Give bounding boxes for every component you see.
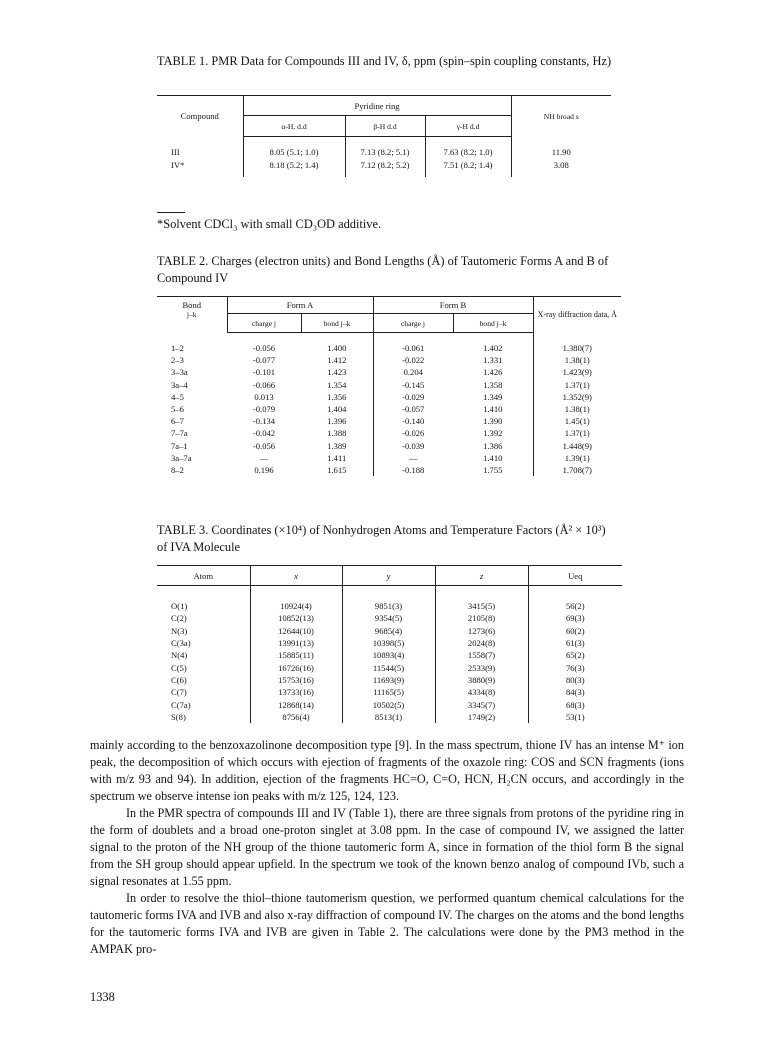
table2-cell-chargeA: 0.013 (254, 391, 274, 402)
table1-cell-compound: III (171, 146, 180, 157)
table2-header-chargeB: charge j (373, 314, 453, 333)
table-row (157, 354, 621, 366)
table2-cell-chargeB: -0.029 (402, 391, 425, 402)
table2-cell-xray: 1.38(1) (564, 355, 590, 366)
table2-cell-chargeB: -0.188 (402, 464, 425, 475)
table2-caption: TABLE 2. Charges (electron units) and Bond Lengths (Å) of Tautomeric Forms A and B of Compound IV (157, 254, 609, 285)
table3-cell-z: 3345(7) (435, 698, 528, 710)
table3-cell-x: 15753(16) (250, 674, 342, 686)
table2-cell-chargeA: -0.056 (252, 343, 276, 354)
table2-cell-chargeB: -0.140 (402, 416, 425, 427)
table2-cell-chargeA: -0.056 (252, 440, 276, 451)
table3-cell-ueq: 61(3) (565, 638, 585, 649)
table3-cell-z: 1558(7) (435, 649, 528, 661)
table1-footnote: *Solvent CDCl₃ with small CD₃OD additive. (157, 217, 382, 231)
table-row (157, 612, 622, 624)
table3-cell-y: 11544(5) (342, 661, 435, 673)
table-row (157, 661, 622, 673)
table3-cell-z: 2533(9) (435, 661, 528, 673)
table2-cell-xray: 1.448(9) (562, 440, 592, 451)
table2-cell-bondA: 1.356 (301, 391, 373, 403)
table3-cell-atom: C(3a) (157, 637, 250, 649)
table3-cell-x: 12644(10) (250, 625, 342, 637)
table3-cell-atom: O(1) (157, 600, 250, 612)
table-row (157, 379, 621, 391)
table1-cell-beta: 7.13 (8.2; 5.1) (345, 145, 425, 158)
table1-cell-alpha: 8.05 (5.1; 1.0) (243, 145, 345, 158)
table1-cell-nh: 3.08 (511, 158, 611, 171)
table-row (157, 366, 621, 378)
table-row (157, 674, 622, 686)
table3-cell-z: 3415(5) (435, 600, 528, 612)
table2-cell-bondB: 1.358 (453, 379, 533, 391)
table2-cell-bondB: 1.755 (453, 464, 533, 476)
table2-cell-bondA: 1.354 (301, 379, 373, 391)
table3-cell-ueq: 80(3) (565, 674, 585, 685)
table2-cell-chargeB: -0.022 (402, 355, 425, 366)
table3-cell-ueq: 65(2) (565, 650, 585, 661)
table-row (157, 427, 621, 439)
table2-cell-bondA: 1.411 (301, 452, 373, 464)
table2-header-xray: X-ray diffraction data, Å (537, 310, 617, 320)
table3-cell-z: 1749(2) (435, 711, 528, 723)
table2-cell-xray: 1.380(7) (562, 343, 592, 354)
table2-cell-bond: 7–7a (171, 428, 188, 439)
table3-header-x: x (250, 566, 342, 586)
table1-cell-compound: IV* (171, 159, 185, 170)
table2-header-bondA: bond j–k (301, 314, 373, 333)
table2-cell-xray: 1.39(1) (564, 452, 590, 463)
table3-cell-atom: S(8) (157, 711, 250, 723)
table3-cell-z: 2105(8) (435, 612, 528, 624)
table-row (157, 158, 611, 171)
table-row (157, 698, 622, 710)
table-row (157, 145, 611, 158)
table2-cell-bondA: 1.423 (301, 366, 373, 378)
table1-header-gamma: γ-H d.d (425, 116, 511, 137)
table2-header-chargeA: charge j (227, 314, 301, 333)
table-row (157, 600, 622, 612)
table2-cell-xray: 1.37(1) (564, 428, 590, 439)
table2-cell-bond: 6–7 (171, 416, 184, 427)
table3-header-ueq: Ueq (528, 566, 622, 586)
table2-cell-chargeA: -0.101 (252, 367, 276, 378)
table2-cell-bondB: 1.410 (453, 403, 533, 415)
table1-cell-gamma: 7.51 (8.2; 1.4) (425, 158, 511, 171)
table2-cell-chargeB: -0.057 (402, 404, 425, 415)
table3-cell-ueq: 69(3) (565, 613, 585, 624)
table1-header-nh: NH broad s (543, 111, 579, 121)
table3-cell-y: 9851(3) (342, 600, 435, 612)
table2-cell-bond: 8–2 (171, 464, 184, 475)
table2-cell-chargeA: 0.196 (254, 464, 274, 475)
table1-cell-nh: 11.90 (511, 145, 611, 158)
table-row (157, 649, 622, 661)
table3-cell-y: 10502(5) (342, 698, 435, 710)
table2-cell-chargeA: — (259, 452, 269, 463)
table-row (157, 452, 621, 464)
table3-cell-atom: C(7a) (157, 698, 250, 710)
table3-cell-y: 10398(5) (342, 637, 435, 649)
table-row (157, 342, 621, 354)
table2-header-formB: Form B (373, 297, 533, 314)
table2-header-bond-label: Bond (182, 300, 202, 310)
table2-cell-bondB: 1.402 (453, 342, 533, 354)
table2-cell-bondA: 1.400 (301, 342, 373, 354)
table2-cell-xray: 1.708(7) (562, 464, 592, 475)
table2-header-bondB: bond j–k (453, 314, 533, 333)
table2-cell-chargeA: -0.077 (252, 355, 276, 366)
table2-cell-bond: 2–3 (171, 355, 184, 366)
table3-cell-atom: N(3) (157, 625, 250, 637)
table2-cell-chargeB: -0.026 (402, 428, 425, 439)
table3-cell-x: 16726(16) (250, 661, 342, 673)
table3-header-atom: Atom (157, 566, 250, 586)
table2-cell-bondA: 1.615 (301, 464, 373, 476)
table2-cell-chargeB: -0.039 (402, 440, 425, 451)
table3-cell-y: 11693(9) (342, 674, 435, 686)
body-paragraph-2: In the PMR spectra of compounds III and IV (Table 1), there are three signals from protons of the pyridine ring in the form of doublets and a broad one-proton singlet at 3.08 ppm. In the case of compound IV, we assigned the latter signal to the proton of the NH group of the thione tautomeric form A, since in formation of the thiol form B the signal from the SH group should appear upfield. In the spectrum we took of the known benzo analog of compound IVb, such a signal resonates at 1.55 ppm. (90, 806, 684, 888)
table3-cell-y: 11165(5) (342, 686, 435, 698)
table-row (157, 391, 621, 403)
table-row (157, 625, 622, 637)
table-row (157, 403, 621, 415)
table2-cell-chargeA: -0.134 (252, 416, 276, 427)
table3-cell-y: 8513(1) (342, 711, 435, 723)
table1 (157, 95, 611, 177)
table-row (157, 711, 622, 723)
table1-cell-alpha: 8.18 (5.2; 1.4) (243, 158, 345, 171)
table2-cell-chargeB: -0.061 (402, 343, 425, 354)
table1-cell-beta: 7.12 (8.2; 5.2) (345, 158, 425, 171)
table3-cell-atom: C(2) (157, 612, 250, 624)
table3-cell-atom: C(5) (157, 661, 250, 673)
table3-cell-x: 12868(14) (250, 698, 342, 710)
table2-cell-xray: 1.38(1) (564, 404, 590, 415)
table3-cell-ueq: 56(2) (565, 601, 585, 612)
table1-header-alpha: α-H, d.d (243, 116, 345, 137)
table2-cell-chargeB: 0.204 (403, 367, 423, 378)
table3-cell-x: 10924(4) (250, 600, 342, 612)
table2-cell-bondA: 1.388 (301, 427, 373, 439)
table2-cell-xray: 1.423(9) (562, 367, 592, 378)
table-row (157, 464, 621, 476)
table3-cell-atom: N(4) (157, 649, 250, 661)
table2-cell-chargeB: -0.145 (402, 379, 425, 390)
table3-cell-x: 13733(16) (250, 686, 342, 698)
body-paragraph-1: mainly according to the benzoxazolinone decomposition type [9]. In the mass spectrum, thione IV has an intense M⁺ ion peak, the decomposition of which occurs with ejection of fragments of the oxazole ring: COS and SCN fragments (ions with m/z 93 and 94). In addition, ejection of the fragments HC=O, C=O, HCN, H₂CN occurs, and accordingly in the spectrum we observe intense ion peaks with m/z 125, 124, 123. (90, 738, 684, 803)
table1-header-pyridine: Pyridine ring (243, 96, 511, 116)
page-number: 1338 (90, 990, 115, 1004)
table3-cell-x: 10852(13) (250, 612, 342, 624)
table3-cell-y: 9354(5) (342, 612, 435, 624)
table3-cell-ueq: 84(3) (565, 687, 585, 698)
table-row (157, 440, 621, 452)
table2-cell-bondB: 1.392 (453, 427, 533, 439)
table2-cell-xray: 1.37(1) (564, 379, 590, 390)
table3-cell-x: 13991(13) (250, 637, 342, 649)
table3-cell-z: 2024(8) (435, 637, 528, 649)
table2-cell-bondB: 1.426 (453, 366, 533, 378)
table3-cell-x: 8756(4) (250, 711, 342, 723)
table3-cell-x: 15885(11) (250, 649, 342, 661)
table2-cell-bond: 3a–4 (171, 379, 188, 390)
table3 (157, 565, 622, 723)
table2-header-bond-sub: j–k (186, 310, 197, 319)
table2-header-formA: Form A (227, 297, 373, 314)
table2-header-bond (157, 297, 227, 333)
table3-cell-ueq: 76(3) (565, 662, 585, 673)
table3-cell-y: 9685(4) (342, 625, 435, 637)
table3-cell-ueq: 60(2) (565, 625, 585, 636)
table2-cell-chargeA: -0.079 (252, 404, 276, 415)
table3-cell-z: 1273(6) (435, 625, 528, 637)
table2-cell-bondB: 1.410 (453, 452, 533, 464)
table2 (157, 296, 621, 476)
table2-cell-bond: 7a–1 (171, 440, 188, 451)
table2-cell-bondB: 1.331 (453, 354, 533, 366)
table2-cell-bond: 5–6 (171, 404, 184, 415)
table-row (157, 686, 622, 698)
table3-header-y: y (342, 566, 435, 586)
table2-cell-bondA: 1.404 (301, 403, 373, 415)
table3-cell-ueq: 68(3) (565, 699, 585, 710)
table3-cell-y: 10893(4) (342, 649, 435, 661)
table2-cell-xray: 1.352(9) (562, 391, 592, 402)
table2-cell-bondB: 1.386 (453, 440, 533, 452)
table2-cell-bondB: 1.349 (453, 391, 533, 403)
table2-cell-bond: 4–5 (171, 391, 184, 402)
table3-header-z: z (435, 566, 528, 586)
table3-cell-atom: C(7) (157, 686, 250, 698)
table2-cell-bondA: 1.389 (301, 440, 373, 452)
table-row (157, 415, 621, 427)
table3-caption: TABLE 3. Coordinates (×10⁴) of Nonhydrogen Atoms and Temperature Factors (Å² × 10³) of IVA Molecule (157, 523, 606, 554)
table-row (157, 637, 622, 649)
table2-cell-bondA: 1.412 (301, 354, 373, 366)
body-paragraph-3: In order to resolve the thiol–thione tautomerism question, we performed quantum chemical calculations for the tautomeric forms IVA and IVB and also x-ray diffraction of compound IV. The charges on the atoms and the bond lengths for the tautomeric forms IVA and IVB are given in Table 2. The calculations were done by the PM3 method in the AMPAK pro- (90, 891, 684, 956)
table1-cell-gamma: 7.63 (8.2; 1.0) (425, 145, 511, 158)
table3-cell-z: 4334(8) (435, 686, 528, 698)
table2-cell-bond: 1–2 (171, 343, 184, 354)
table2-cell-bondB: 1.390 (453, 415, 533, 427)
table3-cell-z: 3880(9) (435, 674, 528, 686)
table2-cell-chargeA: -0.042 (252, 428, 276, 439)
table1-caption: TABLE 1. PMR Data for Compounds III and IV, δ, ppm (spin–spin coupling constants, Hz) (157, 54, 612, 68)
table2-cell-bond: 3–3a (171, 367, 188, 378)
table1-header-compound: Compound (157, 96, 243, 137)
table1-header-beta: β-H d.d (345, 116, 425, 137)
body-text (90, 737, 684, 958)
table3-cell-atom: C(6) (157, 674, 250, 686)
table2-cell-chargeB: — (408, 452, 418, 463)
footnote-rule (157, 212, 185, 213)
table2-cell-xray: 1.45(1) (564, 416, 590, 427)
table3-cell-ueq: 53(1) (565, 711, 585, 722)
table2-cell-bondA: 1.396 (301, 415, 373, 427)
table2-cell-bond: 3a–7a (171, 452, 192, 463)
table2-cell-chargeA: -0.066 (252, 379, 276, 390)
